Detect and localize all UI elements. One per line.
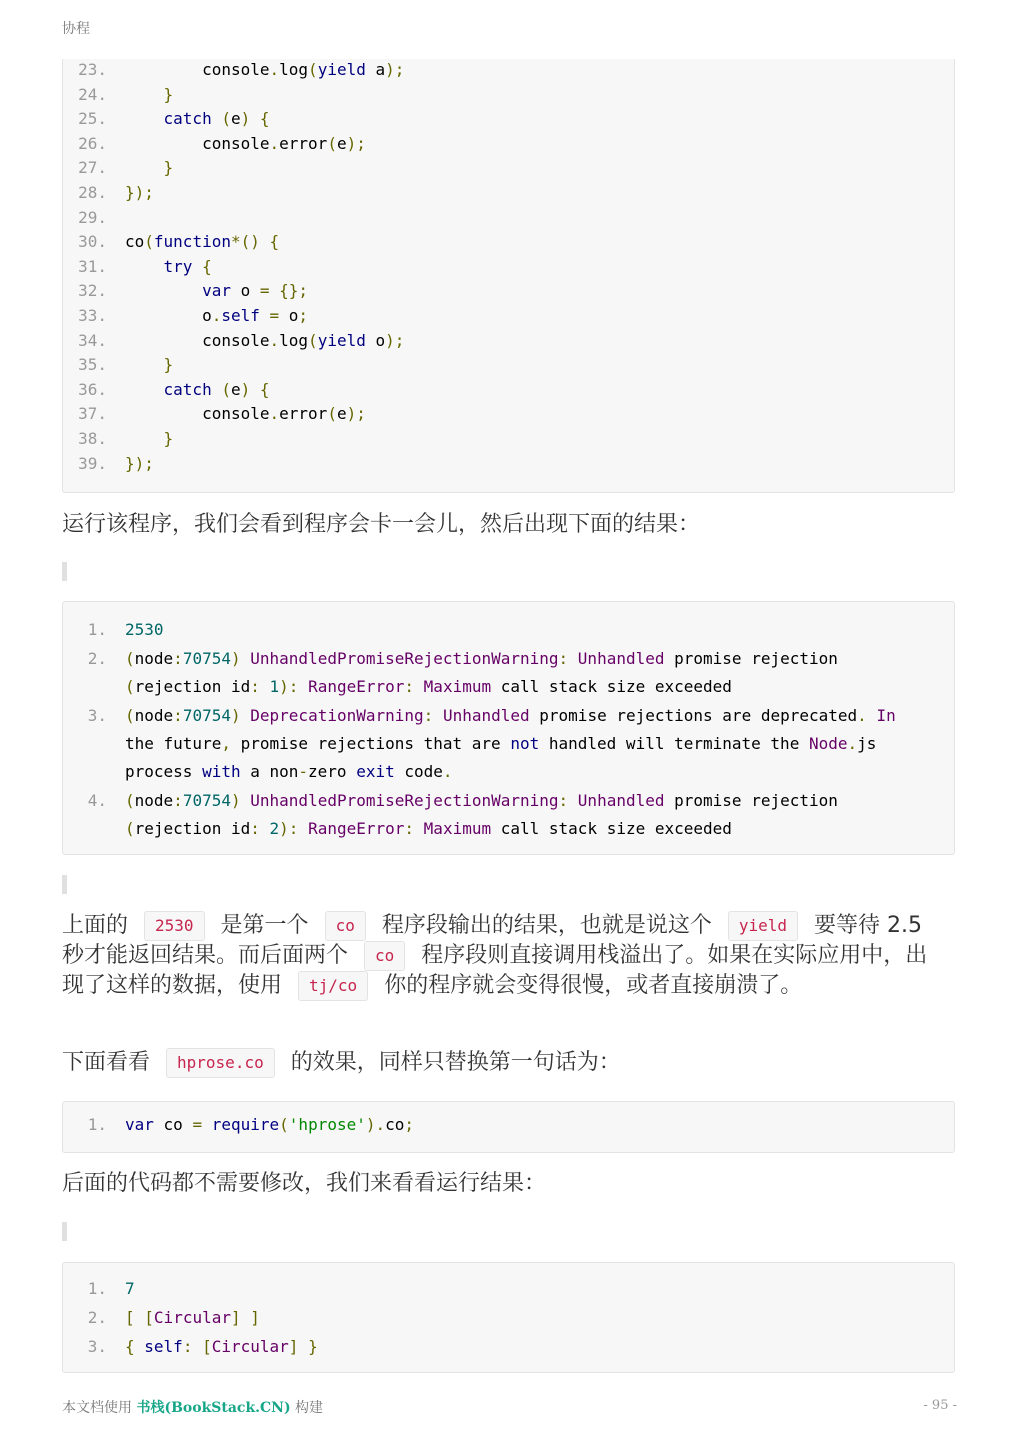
code-token: function — [153, 232, 231, 252]
code-token — [260, 306, 270, 325]
code-token: - — [298, 762, 309, 781]
footer-prefix: 本文档使用 — [62, 1400, 137, 1416]
code-token — [250, 109, 260, 128]
line-number: 3. — [87, 706, 107, 725]
footer-credit — [62, 1397, 323, 1417]
code-token — [125, 281, 202, 300]
code-token: e — [336, 404, 347, 424]
code-token: . — [269, 133, 280, 153]
code-text — [125, 1333, 925, 1361]
code-token: ) — [230, 791, 241, 810]
code-line — [63, 107, 954, 132]
line-number: 4. — [87, 791, 107, 810]
code-token: ( — [125, 706, 135, 725]
code-token: error — [279, 404, 328, 424]
code-token: with — [202, 762, 241, 781]
code-token: : — [182, 1337, 193, 1356]
code-token — [241, 791, 251, 810]
code-token: { — [269, 232, 280, 252]
code-token: [ — [144, 1308, 154, 1327]
inline-code: hprose.co — [166, 1048, 275, 1078]
code-line — [63, 1275, 954, 1303]
code-text — [125, 83, 925, 108]
code-token: ( — [144, 232, 154, 252]
code-token — [568, 649, 578, 668]
code-text — [125, 378, 925, 403]
code-token: call stack size exceeded — [491, 819, 732, 838]
code-token: [ — [125, 1308, 135, 1327]
line-number: 1. — [87, 620, 107, 639]
code-token: zero — [308, 762, 357, 781]
code-token: }); — [125, 453, 154, 473]
code-line — [63, 402, 954, 427]
code-token: log — [279, 330, 309, 350]
code-line — [63, 156, 954, 181]
code-token: { — [125, 1337, 135, 1356]
code-token: e — [336, 133, 347, 153]
code-text — [125, 206, 925, 231]
output-block-1 — [62, 601, 955, 855]
line-number: 39. — [78, 453, 107, 473]
code-token: . — [269, 330, 280, 350]
code-token: co — [125, 232, 145, 252]
code-line — [63, 132, 954, 157]
code-text — [125, 132, 925, 157]
code-text — [125, 402, 925, 427]
code-token: o — [230, 281, 260, 301]
line-number: 33. — [78, 305, 107, 325]
text-span: 要等待 2.5 秒才能返回结果。而后面两个 — [62, 913, 922, 968]
inline-code: co — [325, 911, 366, 941]
code-line — [63, 304, 954, 329]
code-token: ): — [279, 819, 299, 838]
code-token: promise rejections that are — [230, 734, 511, 753]
code-token: the future — [125, 706, 906, 753]
code-token — [298, 677, 308, 696]
code-token: } — [308, 1337, 318, 1356]
line-number: 28. — [78, 182, 107, 202]
code-token: } — [163, 158, 174, 178]
code-token — [260, 819, 270, 838]
paragraph-hprose — [62, 1048, 942, 1078]
code-token: : — [173, 706, 183, 725]
code-line — [63, 329, 954, 354]
code-token — [125, 85, 164, 104]
code-text — [125, 702, 925, 786]
footer-suffix: 构建 — [290, 1400, 324, 1416]
blockquote-marker — [62, 1222, 67, 1241]
code-token: a non — [240, 762, 299, 781]
line-number: 27. — [78, 158, 107, 178]
footer-brand-link[interactable]: 书栈(BookStack.CN) — [136, 1400, 291, 1416]
code-token: {}; — [279, 281, 309, 301]
code-token: : — [423, 706, 434, 725]
code-token: 70754 — [182, 791, 231, 810]
code-token: , — [221, 734, 231, 753]
code-token: self — [144, 1337, 183, 1356]
code-token — [260, 677, 270, 696]
text-span: 你的程序就会变得很慢，或者直接崩溃了。 — [384, 973, 803, 998]
code-token — [212, 380, 222, 399]
text-span: 是第一个 — [220, 913, 309, 938]
code-token: promise rejections are deprecated — [529, 706, 858, 725]
code-token: call stack size exceeded — [491, 677, 732, 696]
code-token: [ — [202, 1337, 212, 1356]
code-line — [63, 378, 954, 403]
code-text — [125, 304, 925, 329]
code-token: . — [269, 404, 280, 424]
code-token: ( — [327, 133, 337, 153]
code-line — [63, 206, 954, 231]
code-line — [63, 645, 954, 701]
code-token: Maximum — [423, 677, 492, 696]
code-token: ); — [385, 60, 405, 79]
code-text — [125, 156, 925, 181]
code-token: 70754 — [182, 706, 231, 725]
code-token — [867, 706, 877, 725]
code-token — [202, 1115, 212, 1134]
line-number: 1. — [87, 1279, 107, 1298]
code-text — [125, 1111, 925, 1139]
code-token: Maximum — [423, 819, 492, 838]
code-token — [568, 791, 578, 810]
paragraph-no-change: 后面的代码都不需要修改，我们来看看运行结果： — [62, 1171, 547, 1196]
paragraph-explanation — [62, 911, 942, 1001]
code-token: ; — [404, 1115, 415, 1134]
code-token: e — [230, 109, 241, 129]
code-token: : — [558, 649, 569, 668]
code-token — [241, 1308, 251, 1327]
inline-code: yield — [728, 911, 798, 941]
code-token: ] — [288, 1337, 299, 1356]
code-token — [125, 109, 164, 128]
code-token: { — [202, 256, 212, 276]
code-token — [270, 281, 280, 300]
code-text — [125, 787, 925, 843]
line-number: 38. — [78, 428, 107, 448]
code-token: o — [279, 305, 299, 325]
code-text — [125, 1304, 925, 1332]
line-number: 30. — [78, 232, 107, 252]
line-number: 37. — [78, 404, 107, 424]
code-line — [63, 255, 954, 280]
code-text — [125, 255, 925, 280]
code-token: UnhandledPromiseRejectionWarning — [250, 649, 559, 668]
code-token: DeprecationWarning — [250, 706, 424, 725]
code-token: console — [125, 60, 270, 79]
code-token: *() — [230, 232, 260, 252]
code-line — [63, 1304, 954, 1332]
line-number: 24. — [78, 84, 107, 104]
line-number: 29. — [78, 207, 107, 227]
code-line — [63, 279, 954, 304]
code-token: console — [125, 133, 270, 153]
line-number: 31. — [78, 256, 107, 276]
code-token: RangeError — [308, 819, 405, 838]
code-token — [212, 109, 222, 128]
code-text — [125, 616, 925, 644]
code-line — [63, 58, 954, 83]
code-text — [125, 107, 925, 132]
code-token: yield — [317, 60, 366, 79]
page-header-title: 协程 — [62, 21, 90, 37]
code-token: ). — [365, 1115, 386, 1134]
code-text — [125, 452, 925, 477]
code-token: : — [173, 649, 183, 668]
code-token — [125, 257, 164, 276]
line-number: 34. — [78, 330, 107, 350]
inline-code: co — [364, 941, 405, 971]
code-token: { — [259, 109, 270, 129]
code-token: rejection id — [134, 677, 251, 696]
code-token: promise rejection — [664, 649, 848, 668]
blockquote-marker — [62, 562, 67, 581]
code-text — [125, 58, 925, 83]
code-token — [298, 1337, 308, 1356]
code-token: ( — [125, 677, 135, 696]
code-token: In — [876, 706, 896, 725]
code-token: ( — [125, 791, 135, 810]
code-token: } — [163, 428, 174, 448]
code-token — [192, 1337, 202, 1356]
code-line — [63, 1111, 954, 1139]
code-token: 'hprose' — [288, 1115, 366, 1134]
line-number: 2. — [87, 649, 107, 668]
code-token: 7 — [125, 1279, 135, 1298]
code-token: js process — [125, 734, 887, 781]
code-token: = — [192, 1115, 203, 1134]
code-token: ( — [327, 404, 337, 424]
code-text — [125, 1275, 925, 1303]
line-number: 1. — [87, 1115, 107, 1134]
code-token: : — [173, 791, 183, 810]
code-text — [125, 329, 925, 354]
code-text — [125, 645, 925, 701]
code-line — [63, 83, 954, 108]
code-token: : — [250, 677, 260, 696]
code-token: ] — [250, 1308, 260, 1327]
code-token: = — [259, 281, 270, 301]
code-token: e — [230, 379, 241, 399]
code-token: }); — [125, 182, 154, 202]
code-token: node — [134, 649, 174, 668]
code-token: = — [269, 305, 280, 325]
code-token: UnhandledPromiseRejectionWarning — [250, 791, 559, 810]
code-token: : — [404, 677, 415, 696]
text-span: 程序段则直接调用栈溢出了。如果在实际应用中，出现了这样的数据，使用 — [62, 943, 928, 998]
code-token: { — [259, 379, 270, 399]
inline-code: 2530 — [144, 911, 205, 941]
code-token: 2 — [269, 819, 280, 838]
code-token: ) — [230, 706, 241, 725]
code-token: catch — [163, 379, 212, 399]
code-token: ] — [230, 1308, 241, 1327]
code-token: Unhandled — [577, 791, 665, 810]
code-token — [433, 706, 443, 725]
code-token: var — [125, 1115, 154, 1134]
line-number: 36. — [78, 379, 107, 399]
code-token: a — [365, 60, 386, 79]
code-token: not — [510, 734, 540, 753]
code-text — [125, 181, 925, 206]
code-token — [125, 355, 164, 374]
code-token: co — [385, 1115, 405, 1134]
output-block-2 — [62, 1262, 955, 1373]
code-text — [125, 353, 925, 378]
code-token: node — [134, 791, 174, 810]
code-token: : — [250, 819, 260, 838]
code-text — [125, 230, 925, 255]
code-token: 1 — [269, 677, 280, 696]
code-line — [63, 353, 954, 378]
code-token: 2530 — [125, 620, 164, 639]
code-token: exit — [356, 762, 395, 781]
code-token: o — [125, 305, 212, 325]
code-token: : — [558, 791, 569, 810]
code-token: ); — [346, 133, 366, 153]
code-token: ( — [125, 649, 135, 668]
code-line — [63, 452, 954, 477]
code-token: Unhandled — [577, 649, 665, 668]
code-token — [125, 158, 164, 177]
code-token — [135, 1308, 145, 1327]
code-token — [414, 819, 424, 838]
code-token — [298, 819, 308, 838]
code-token: ) — [240, 109, 251, 129]
paragraph-run-result: 运行该程序，我们会看到程序会卡一会儿，然后出现下面的结果： — [62, 512, 701, 537]
code-token: RangeError — [308, 677, 405, 696]
code-token: ( — [221, 379, 231, 399]
code-token: ); — [346, 404, 366, 424]
page-number: - 95 - — [923, 1398, 957, 1413]
code-token — [414, 677, 424, 696]
code-token: node — [134, 706, 174, 725]
code-token: code — [394, 762, 443, 781]
code-block-1 — [62, 59, 955, 493]
code-token: co — [153, 1115, 193, 1134]
line-number: 2. — [87, 1308, 107, 1327]
code-token — [135, 1337, 145, 1356]
code-token: ): — [279, 677, 299, 696]
code-text — [125, 427, 925, 452]
line-number: 23. — [78, 60, 107, 79]
code-token: 70754 — [182, 649, 231, 668]
code-token — [241, 706, 251, 725]
code-token: Circular — [211, 1337, 289, 1356]
code-token — [125, 429, 164, 448]
code-line — [63, 230, 954, 255]
code-token: ( — [125, 819, 135, 838]
code-token: log — [279, 60, 309, 79]
code-token: require — [211, 1115, 280, 1134]
inline-code: tj/co — [298, 971, 368, 1001]
code-token — [250, 380, 260, 399]
code-token: ) — [240, 379, 251, 399]
code-token: ( — [308, 330, 318, 350]
code-line — [63, 616, 954, 644]
code-token: ) — [230, 649, 241, 668]
text-span: 的效果，同样只替换第一句话为： — [290, 1050, 621, 1075]
code-token: yield — [317, 330, 366, 350]
code-token: ); — [385, 330, 405, 350]
code-token: self — [221, 305, 260, 325]
code-token: } — [163, 355, 174, 375]
code-token: . — [847, 734, 858, 753]
code-token — [192, 257, 202, 276]
code-token: ( — [221, 109, 231, 129]
code-token: Circular — [153, 1308, 231, 1327]
code-token: ( — [308, 60, 318, 79]
code-token: error — [279, 133, 328, 153]
blockquote-marker — [62, 875, 67, 894]
code-token: . — [269, 60, 280, 79]
code-token: console — [125, 330, 270, 350]
code-line — [63, 787, 954, 843]
code-text — [125, 279, 925, 304]
code-token — [260, 232, 270, 251]
code-line — [63, 181, 954, 206]
code-token: ( — [279, 1115, 289, 1134]
code-token: . — [211, 305, 222, 325]
code-token — [241, 649, 251, 668]
code-token: rejection id — [134, 819, 251, 838]
code-token: Node — [808, 734, 848, 753]
code-token: . — [857, 706, 867, 725]
text-span: 上面的 — [62, 913, 129, 938]
code-token: promise rejection — [664, 791, 848, 810]
code-block-2 — [62, 1101, 955, 1153]
line-number: 3. — [87, 1337, 107, 1356]
code-line — [63, 702, 954, 786]
line-number: 25. — [78, 109, 107, 129]
code-token: console — [125, 404, 270, 424]
code-token — [125, 380, 164, 399]
line-number: 32. — [78, 281, 107, 301]
code-line — [63, 1333, 954, 1361]
code-token: ; — [298, 305, 309, 325]
text-span: 下面看看 — [62, 1050, 151, 1075]
code-token: : — [404, 819, 415, 838]
code-token: var — [202, 281, 231, 301]
code-line — [63, 427, 954, 452]
line-number: 26. — [78, 133, 107, 153]
code-token: Unhandled — [442, 706, 530, 725]
code-token: . — [442, 762, 453, 781]
code-token: o — [365, 330, 386, 350]
line-number: 35. — [78, 355, 107, 375]
code-token: try — [163, 256, 193, 276]
code-token: handled will terminate the — [539, 734, 809, 753]
text-span: 程序段输出的结果，也就是说这个 — [381, 913, 712, 938]
code-token: catch — [163, 109, 212, 129]
code-token: } — [163, 84, 174, 104]
